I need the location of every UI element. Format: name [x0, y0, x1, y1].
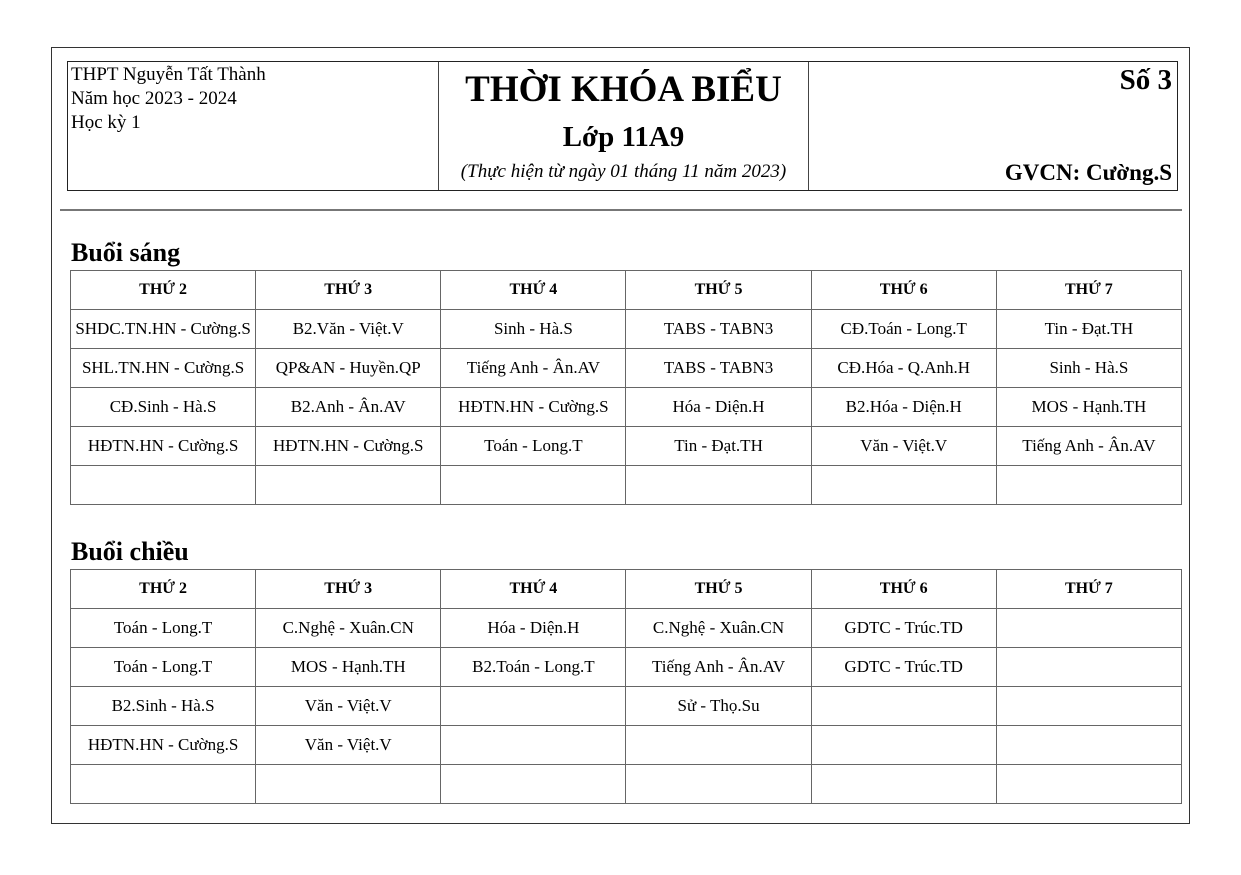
lesson-cell: Hóa - Diện.H [441, 609, 626, 648]
lesson-cell [996, 726, 1181, 765]
period-row [71, 726, 1182, 765]
day-header: THỨ 5 [626, 570, 811, 609]
lesson-cell: CĐ.Toán - Long.T [811, 310, 996, 349]
lesson-cell: C.Nghệ - Xuân.CN [626, 609, 811, 648]
lesson-cell: Hóa - Diện.H [626, 388, 811, 427]
lesson-cell: SHL.TN.HN - Cường.S [71, 349, 256, 388]
lesson-cell [441, 687, 626, 726]
separator-line [60, 209, 1182, 211]
header-row [71, 570, 1182, 609]
afternoon-timetable [70, 569, 1182, 804]
lesson-cell: Tiếng Anh - Ân.AV [996, 427, 1181, 466]
lesson-cell: Sử - Thọ.Su [626, 687, 811, 726]
school-year: Năm học 2023 - 2024 [71, 88, 237, 109]
afternoon-title: Buổi chiều [71, 537, 189, 566]
semester: Học kỳ 1 [71, 112, 141, 133]
day-header: THỨ 7 [996, 271, 1181, 310]
day-header: THỨ 5 [626, 271, 811, 310]
lesson-cell [626, 466, 811, 505]
lesson-cell: Toán - Long.T [71, 609, 256, 648]
period-row [71, 648, 1182, 687]
lesson-cell: B2.Văn - Việt.V [256, 310, 441, 349]
period-row [71, 466, 1182, 505]
lesson-cell: Sinh - Hà.S [996, 349, 1181, 388]
lesson-cell: QP&AN - Huyền.QP [256, 349, 441, 388]
lesson-cell: MOS - Hạnh.TH [996, 388, 1181, 427]
lesson-cell [626, 726, 811, 765]
lesson-cell: SHDC.TN.HN - Cường.S [71, 310, 256, 349]
morning-timetable [70, 270, 1182, 505]
lesson-cell [256, 466, 441, 505]
period-row [71, 349, 1182, 388]
lesson-cell: HĐTN.HN - Cường.S [256, 427, 441, 466]
lesson-cell: Tiếng Anh - Ân.AV [626, 648, 811, 687]
lesson-cell: Toán - Long.T [441, 427, 626, 466]
header-row [71, 271, 1182, 310]
lesson-cell: Văn - Việt.V [256, 687, 441, 726]
lesson-cell [996, 466, 1181, 505]
class-name: Lớp 11A9 [562, 121, 685, 153]
period-row [71, 765, 1182, 804]
day-header: THỨ 4 [441, 570, 626, 609]
day-header: THỨ 4 [441, 271, 626, 310]
lesson-cell [441, 765, 626, 804]
lesson-cell: Tin - Đạt.TH [626, 427, 811, 466]
lesson-cell: TABS - TABN3 [626, 349, 811, 388]
period-row [71, 310, 1182, 349]
day-header: THỨ 2 [71, 271, 256, 310]
morning-title: Buổi sáng [71, 238, 181, 267]
day-header: THỨ 6 [811, 271, 996, 310]
lesson-cell: C.Nghệ - Xuân.CN [256, 609, 441, 648]
lesson-cell: B2.Toán - Long.T [441, 648, 626, 687]
lesson-cell [996, 609, 1181, 648]
lesson-cell [811, 765, 996, 804]
lesson-cell [811, 466, 996, 505]
lesson-cell [996, 687, 1181, 726]
period-row [71, 427, 1182, 466]
lesson-cell: HĐTN.HN - Cường.S [441, 388, 626, 427]
lesson-cell [996, 648, 1181, 687]
title-block [439, 62, 809, 190]
lesson-cell: HĐTN.HN - Cường.S [71, 427, 256, 466]
lesson-cell [626, 765, 811, 804]
lesson-cell: GDTC - Trúc.TD [811, 609, 996, 648]
lesson-cell [811, 687, 996, 726]
document-title: THỜI KHÓA BIỂU [465, 69, 782, 110]
lesson-cell: B2.Sinh - Hà.S [71, 687, 256, 726]
lesson-cell: Sinh - Hà.S [441, 310, 626, 349]
day-header: THỨ 3 [256, 570, 441, 609]
lesson-cell: Văn - Việt.V [256, 726, 441, 765]
header-box [67, 61, 1178, 191]
school-name: THPT Nguyễn Tất Thành [71, 64, 266, 85]
day-header: THỨ 7 [996, 570, 1181, 609]
school-info [68, 62, 439, 190]
period-row [71, 687, 1182, 726]
lesson-cell: TABS - TABN3 [626, 310, 811, 349]
lesson-cell: CĐ.Hóa - Q.Anh.H [811, 349, 996, 388]
period-row [71, 388, 1182, 427]
lesson-cell [441, 466, 626, 505]
lesson-cell: CĐ.Sinh - Hà.S [71, 388, 256, 427]
lesson-cell: GDTC - Trúc.TD [811, 648, 996, 687]
lesson-cell: Văn - Việt.V [811, 427, 996, 466]
lesson-cell [441, 726, 626, 765]
lesson-cell [256, 765, 441, 804]
day-header: THỨ 3 [256, 271, 441, 310]
period-row [71, 609, 1182, 648]
lesson-cell [996, 765, 1181, 804]
lesson-cell: MOS - Hạnh.TH [256, 648, 441, 687]
lesson-cell: Tin - Đạt.TH [996, 310, 1181, 349]
homeroom-teacher: GVCN: Cường.S [1004, 160, 1172, 185]
info-block [809, 62, 1177, 190]
document-number: Số 3 [1119, 64, 1172, 96]
effective-date: (Thực hiện từ ngày 01 tháng 11 năm 2023) [460, 161, 787, 182]
day-header: THỨ 2 [71, 570, 256, 609]
day-header: THỨ 6 [811, 570, 996, 609]
lesson-cell: B2.Anh - Ân.AV [256, 388, 441, 427]
lesson-cell: B2.Hóa - Diện.H [811, 388, 996, 427]
lesson-cell [811, 726, 996, 765]
lesson-cell: HĐTN.HN - Cường.S [71, 726, 256, 765]
lesson-cell: Toán - Long.T [71, 648, 256, 687]
lesson-cell: Tiếng Anh - Ân.AV [441, 349, 626, 388]
lesson-cell [71, 466, 256, 505]
lesson-cell [71, 765, 256, 804]
